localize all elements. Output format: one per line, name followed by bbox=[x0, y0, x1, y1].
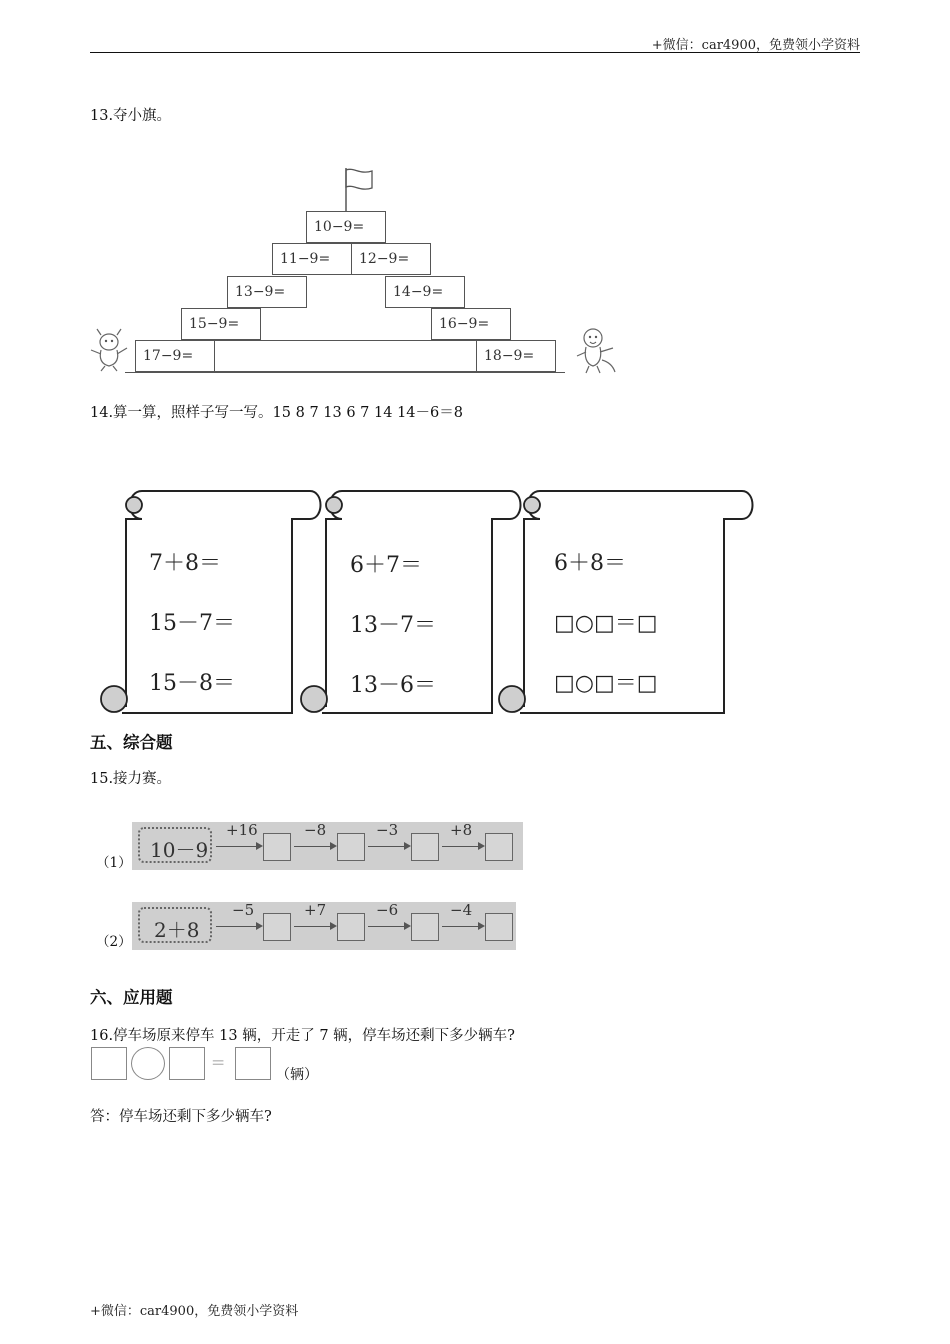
brick-middle-base bbox=[215, 340, 477, 372]
answer-box-result[interactable] bbox=[235, 1047, 271, 1080]
scroll-2-line-1: 6＋7＝ bbox=[350, 553, 422, 578]
brick-label: 14−9= bbox=[393, 284, 444, 300]
answer-box-number-2[interactable] bbox=[169, 1047, 205, 1080]
section-5-title: 五、综合题 bbox=[90, 733, 173, 752]
brick-14-9 bbox=[385, 276, 465, 308]
left-mascot-icon bbox=[87, 328, 129, 372]
arrow-head bbox=[478, 922, 485, 930]
answer-box[interactable] bbox=[337, 913, 365, 941]
relay-row-2 bbox=[132, 902, 516, 950]
answer-box[interactable] bbox=[263, 833, 291, 861]
arrow-head bbox=[404, 922, 411, 930]
footer-text: +微信：car4900，免费领小学资料 bbox=[90, 1304, 299, 1319]
header-text: +微信：car4900，免费领小学资料 bbox=[651, 38, 860, 53]
relay-start-value: 2＋8 bbox=[154, 918, 200, 942]
scroll-3-line-1: 6＋8＝ bbox=[554, 551, 626, 576]
arrow bbox=[368, 846, 404, 847]
relay-op: +16 bbox=[226, 821, 258, 839]
scroll-1-line-1: 7＋8＝ bbox=[149, 551, 221, 576]
answer-box[interactable] bbox=[485, 913, 513, 941]
arrow-head bbox=[330, 842, 337, 850]
arrow bbox=[442, 926, 478, 927]
scroll-2-line-2: 13－7＝ bbox=[350, 613, 436, 638]
question-13-title: 13.夺小旗。 bbox=[90, 108, 172, 124]
brick-label: 16−9= bbox=[439, 316, 490, 332]
arrow-head bbox=[256, 922, 263, 930]
relay-op: −8 bbox=[304, 821, 327, 839]
brick-17-9 bbox=[135, 340, 215, 372]
brick-15-9 bbox=[181, 308, 261, 340]
answer-box[interactable] bbox=[485, 833, 513, 861]
relay-row-1-label: （1） bbox=[96, 855, 132, 871]
relay-start-box bbox=[138, 907, 212, 943]
answer-circle-operator[interactable] bbox=[131, 1047, 165, 1080]
brick-label: 18−9= bbox=[484, 348, 535, 364]
brick-label: 13−9= bbox=[235, 284, 286, 300]
scroll-3-line-3: □○□＝□ bbox=[554, 671, 658, 696]
answer-box[interactable] bbox=[411, 913, 439, 941]
arrow-head bbox=[256, 842, 263, 850]
question-16-title: 16.停车场原来停车 13 辆，开走了 7 辆，停车场还剩下多少辆车? bbox=[90, 1028, 515, 1044]
equals-sign: = bbox=[211, 1053, 226, 1073]
relay-row-1 bbox=[132, 822, 523, 870]
unit-label: （辆） bbox=[276, 1067, 318, 1083]
relay-op: −6 bbox=[376, 901, 399, 919]
flag-icon bbox=[340, 166, 380, 212]
relay-row-2-label: （2） bbox=[96, 934, 132, 950]
brick-label: 12−9= bbox=[359, 251, 410, 267]
question-15-title: 15.接力赛。 bbox=[90, 771, 172, 787]
answer-box[interactable] bbox=[263, 913, 291, 941]
arrow-head bbox=[404, 842, 411, 850]
answer-box[interactable] bbox=[337, 833, 365, 861]
brick-13-9 bbox=[227, 276, 307, 308]
relay-op: +7 bbox=[304, 901, 327, 919]
answer-box[interactable] bbox=[411, 833, 439, 861]
ground-line bbox=[125, 372, 565, 373]
relay-start-box bbox=[138, 827, 212, 863]
brick-18-9 bbox=[476, 340, 556, 372]
arrow-head bbox=[330, 922, 337, 930]
arrow bbox=[368, 926, 404, 927]
arrow bbox=[294, 926, 330, 927]
brick-label: 17−9= bbox=[143, 348, 194, 364]
arrow-head bbox=[478, 842, 485, 850]
brick-label: 11−9= bbox=[280, 251, 331, 267]
scroll-1-line-3: 15－8＝ bbox=[149, 671, 235, 696]
answer-box-number-1[interactable] bbox=[91, 1047, 127, 1080]
arrow bbox=[294, 846, 330, 847]
brick-10-9 bbox=[306, 211, 386, 243]
question-14-title: 14.算一算，照样子写一写。15 8 7 13 6 7 14 14－6＝8 bbox=[90, 405, 463, 421]
pyramid-figure bbox=[85, 160, 625, 380]
brick-label: 15−9= bbox=[189, 316, 240, 332]
relay-start-value: 10－9 bbox=[150, 838, 209, 862]
brick-11-9 bbox=[272, 243, 352, 275]
relay-op: +8 bbox=[450, 821, 473, 839]
brick-16-9 bbox=[431, 308, 511, 340]
relay-op: −3 bbox=[376, 821, 399, 839]
brick-label: 10−9= bbox=[314, 219, 365, 235]
answer-line: 答：停车场还剩下多少辆车? bbox=[90, 1109, 272, 1125]
scroll-1-line-2: 15－7＝ bbox=[149, 611, 235, 636]
arrow bbox=[216, 926, 256, 927]
brick-12-9 bbox=[351, 243, 431, 275]
arrow bbox=[216, 846, 256, 847]
relay-op: −5 bbox=[232, 901, 255, 919]
arrow bbox=[442, 846, 478, 847]
scroll-2-line-3: 13－6＝ bbox=[350, 673, 436, 698]
relay-op: −4 bbox=[450, 901, 473, 919]
scroll-3-line-2: □○□＝□ bbox=[554, 611, 658, 636]
section-6-title: 六、应用题 bbox=[90, 988, 173, 1007]
header-rule bbox=[90, 52, 860, 53]
right-mascot-icon bbox=[573, 326, 617, 374]
